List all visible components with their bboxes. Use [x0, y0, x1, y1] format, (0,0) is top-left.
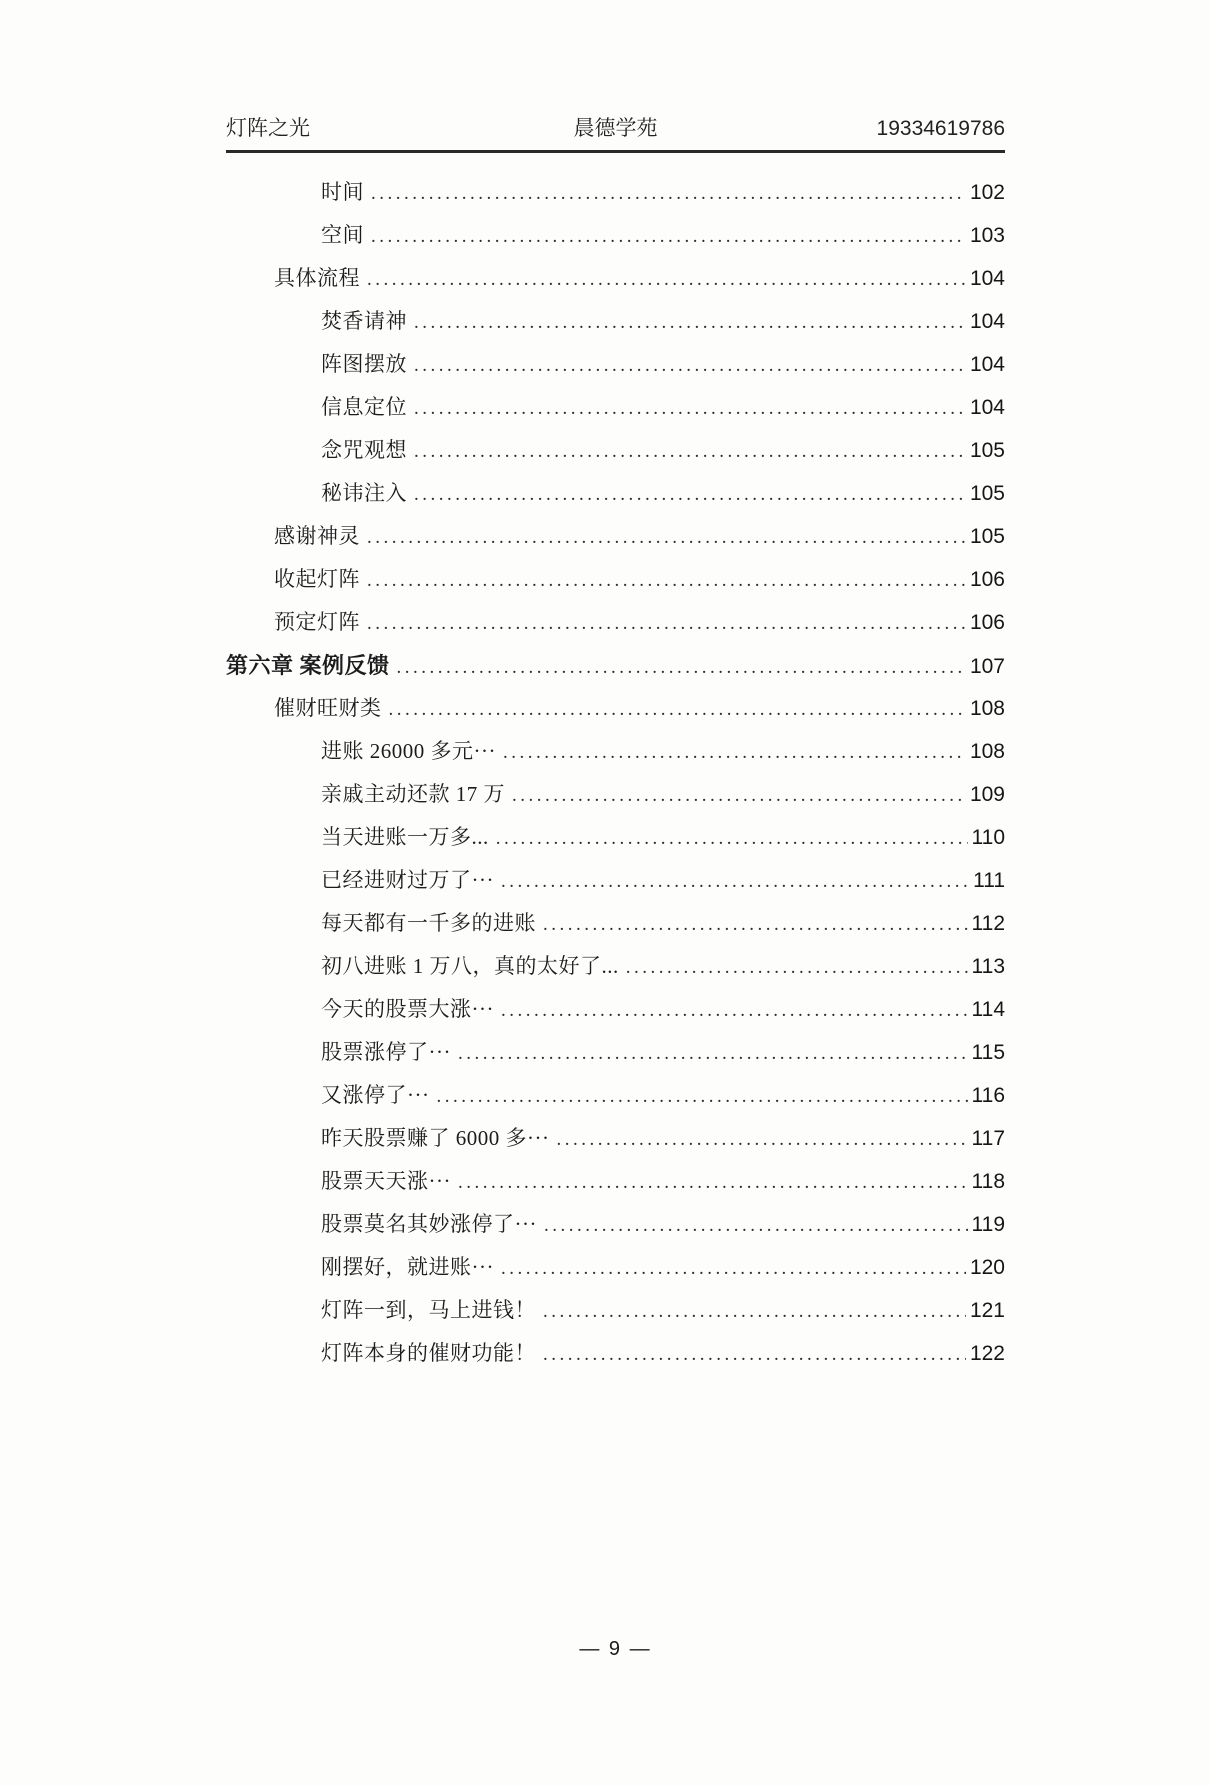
toc-entry-label[interactable]: 股票莫名其妙涨停了···	[321, 1212, 537, 1236]
toc-entry[interactable]	[226, 300, 1005, 343]
toc-entry-label[interactable]: 灯阵一到，马上进钱！	[321, 1298, 536, 1322]
toc-entry-page: 103	[969, 224, 1005, 247]
toc-entry-page: 118	[971, 1170, 1005, 1193]
toc-dot-leader	[371, 214, 966, 258]
toc-entry-label[interactable]: 催财旺财类	[274, 696, 382, 720]
toc-entry-page: 119	[971, 1213, 1005, 1236]
toc-entry-page: 114	[971, 998, 1005, 1021]
toc-entry[interactable]	[226, 988, 1005, 1031]
toc-dot-leader	[458, 1031, 968, 1075]
toc-entry-page: 121	[969, 1299, 1005, 1322]
toc-dot-leader	[414, 472, 966, 516]
toc-entry-label[interactable]: 空间	[321, 223, 364, 247]
toc-dot-leader	[556, 1117, 967, 1161]
toc-entry[interactable]	[226, 816, 1005, 859]
toc-entry-label[interactable]: 感谢神灵	[274, 524, 360, 548]
toc-entry[interactable]	[226, 773, 1005, 816]
toc-dot-leader	[512, 773, 966, 817]
toc-dot-leader	[626, 945, 968, 989]
toc-dot-leader	[414, 343, 966, 387]
toc-dot-leader	[367, 257, 966, 301]
header-publisher: 晨德学苑	[573, 116, 658, 140]
toc-entry-page: 104	[969, 310, 1005, 333]
toc-entry-label[interactable]: 亲戚主动还款 17 万	[321, 782, 505, 806]
toc-dot-leader	[414, 300, 966, 344]
header-phone-number: 19334619786	[876, 117, 1006, 140]
toc-entry-label[interactable]: 初八进账 1 万八，真的太好了...	[321, 954, 619, 978]
toc-dot-leader	[367, 601, 966, 645]
toc-entry-label[interactable]: 又涨停了···	[321, 1083, 430, 1107]
toc-entry-label[interactable]: 进账 26000 多元···	[321, 739, 496, 763]
toc-entry-page: 105	[969, 439, 1005, 462]
toc-entry-page: 105	[969, 525, 1005, 548]
toc-dot-leader	[501, 1246, 966, 1290]
toc-entry-label[interactable]: 昨天股票赚了 6000 多···	[321, 1126, 550, 1150]
toc-entry-page: 113	[971, 955, 1005, 978]
toc-entry-label[interactable]: 股票天天涨···	[321, 1169, 451, 1193]
page-number: — 9 —	[579, 1638, 652, 1660]
toc-entry[interactable]	[226, 343, 1005, 386]
toc-dot-leader	[414, 386, 966, 430]
toc-entry-label[interactable]: 阵图摆放	[321, 352, 407, 376]
toc-entry-page: 110	[971, 826, 1005, 849]
toc-entry-page: 108	[969, 697, 1005, 720]
toc-entry-page: 116	[971, 1084, 1005, 1107]
toc-entry[interactable]	[226, 945, 1005, 988]
toc-entry[interactable]	[226, 429, 1005, 472]
toc-entry[interactable]	[226, 1160, 1005, 1203]
toc-entry-label[interactable]: 今天的股票大涨···	[321, 997, 494, 1021]
toc-entry-label[interactable]: 时间	[321, 180, 364, 204]
toc-dot-leader	[501, 988, 968, 1032]
toc-dot-leader	[371, 171, 966, 215]
toc-entry-label[interactable]: 已经进财过万了···	[321, 868, 494, 892]
toc-entry[interactable]	[226, 601, 1005, 644]
toc-entry[interactable]	[226, 1203, 1005, 1246]
toc-entry-label[interactable]: 每天都有一千多的进账	[321, 911, 536, 935]
toc-dot-leader	[544, 1203, 968, 1247]
toc-entry-page: 111	[973, 869, 1005, 892]
toc-entry[interactable]	[226, 1074, 1005, 1117]
toc-entry-page: 109	[969, 783, 1005, 806]
toc-entry-label[interactable]: 灯阵本身的催财功能！	[321, 1341, 536, 1365]
toc-entry-label[interactable]: 当天进账一万多...	[321, 825, 489, 849]
toc-entry-page: 105	[969, 482, 1005, 505]
toc-entry-label[interactable]: 预定灯阵	[274, 610, 360, 634]
toc-entry-label[interactable]: 秘讳注入	[321, 481, 407, 505]
toc-entry[interactable]	[226, 902, 1005, 945]
toc-dot-leader	[436, 1074, 967, 1118]
toc-dot-leader	[496, 816, 968, 860]
toc-entry-label[interactable]: 股票涨停了···	[321, 1040, 451, 1064]
toc-entry[interactable]	[226, 644, 1005, 687]
toc-dot-leader	[367, 515, 966, 559]
toc-entry-label[interactable]: 刚摆好，就进账···	[321, 1255, 494, 1279]
toc-entry-page: 102	[969, 181, 1005, 204]
toc-dot-leader	[414, 429, 966, 473]
toc-entry[interactable]	[226, 1289, 1005, 1332]
toc-dot-leader	[458, 1160, 968, 1204]
toc-entry-page: 108	[969, 740, 1005, 763]
toc-entry-page: 112	[971, 912, 1005, 935]
toc-entry[interactable]	[226, 171, 1005, 214]
toc-dot-leader	[367, 558, 966, 602]
toc-entry-page: 115	[971, 1041, 1005, 1064]
toc-dot-leader	[543, 1289, 966, 1333]
toc-entry-page: 122	[969, 1342, 1005, 1365]
toc-entry-page: 120	[969, 1256, 1005, 1279]
page-footer	[226, 1638, 1005, 1661]
toc-entry-page: 117	[971, 1127, 1005, 1150]
header-book-title: 灯阵之光	[226, 116, 310, 140]
toc-entry-page: 104	[969, 396, 1005, 419]
toc-dot-leader	[501, 859, 969, 903]
toc-entry[interactable]	[226, 1332, 1005, 1375]
toc-entry-page: 106	[969, 611, 1005, 634]
toc-entry[interactable]	[226, 558, 1005, 601]
toc-entry[interactable]	[226, 386, 1005, 429]
toc-entry-label[interactable]: 第六章 案例反馈	[226, 653, 390, 678]
toc-entry-page: 106	[969, 568, 1005, 591]
toc-entry[interactable]	[226, 1117, 1005, 1160]
header-rule	[226, 150, 1005, 153]
toc-entry[interactable]	[226, 214, 1005, 257]
toc-entry[interactable]	[226, 472, 1005, 515]
toc-entry[interactable]	[226, 730, 1005, 773]
toc-entry-label[interactable]: 焚香请神	[321, 309, 407, 333]
toc-entry-label[interactable]: 念咒观想	[321, 438, 407, 462]
toc-entry[interactable]	[226, 257, 1005, 300]
toc-entry[interactable]	[226, 859, 1005, 902]
toc-entry[interactable]	[226, 687, 1005, 730]
toc-entry-label[interactable]: 具体流程	[274, 266, 360, 290]
toc-dot-leader	[389, 687, 966, 731]
toc-entry-label[interactable]: 信息定位	[321, 395, 407, 419]
toc-dot-leader	[543, 1332, 966, 1376]
toc-entry[interactable]	[226, 1031, 1005, 1074]
toc-dot-leader	[503, 730, 966, 774]
toc-dot-leader	[543, 902, 968, 946]
toc-list	[226, 171, 1005, 1375]
toc-dot-leader	[397, 645, 966, 689]
toc-entry-label[interactable]: 收起灯阵	[274, 567, 360, 591]
toc-entry[interactable]	[226, 515, 1005, 558]
toc-entry-page: 107	[969, 655, 1005, 678]
page-header	[226, 112, 1005, 142]
toc-entry-page: 104	[969, 267, 1005, 290]
toc-entry-page: 104	[969, 353, 1005, 376]
toc-entry[interactable]	[226, 1246, 1005, 1289]
